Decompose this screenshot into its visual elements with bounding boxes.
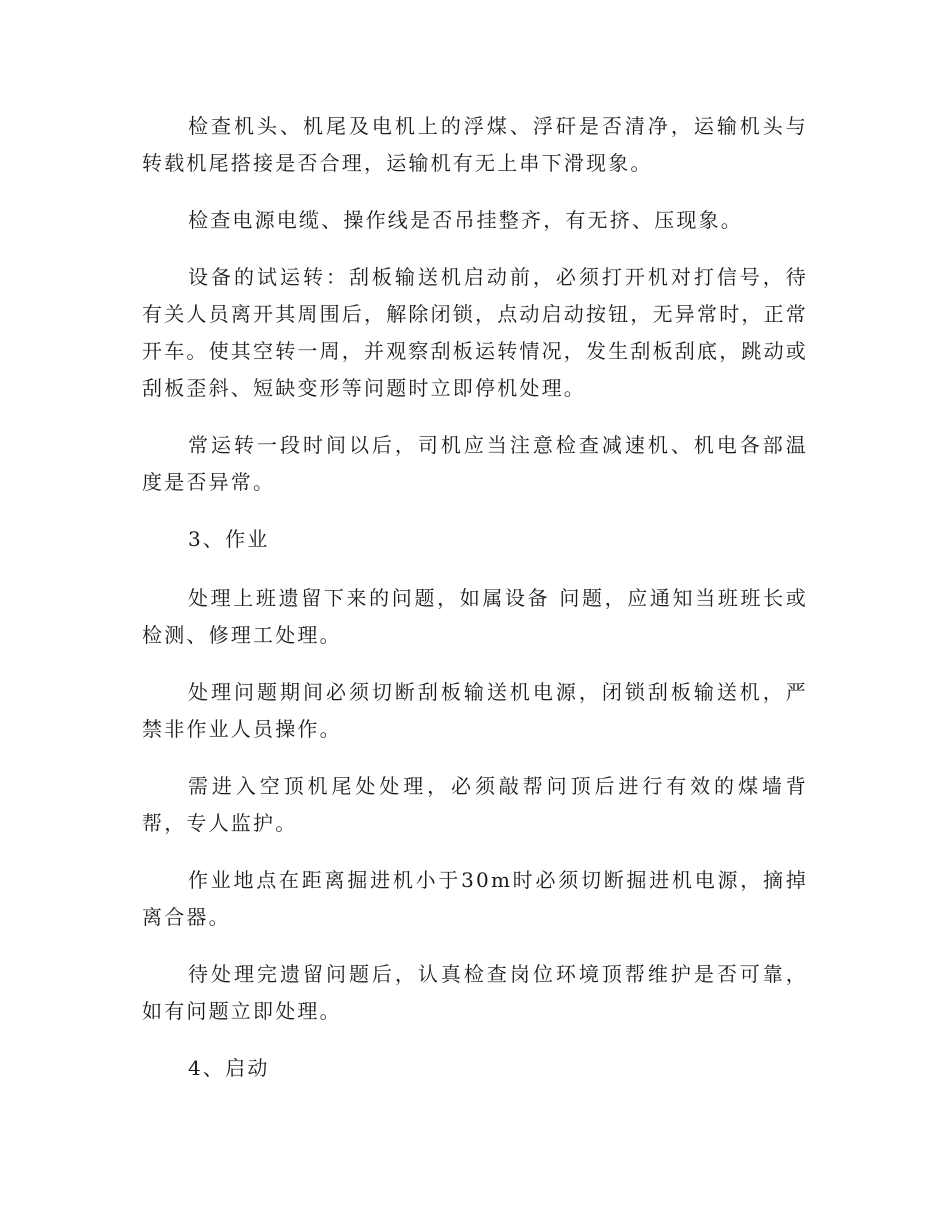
paragraph-cut-power: 处理问题期间必须切断刮板输送机电源，闭锁刮板输送机，严禁非作业人员操作。 [142, 680, 808, 741]
paragraph-empty-roof: 需进入空顶机尾处处理，必须敲帮问顶后进行有效的煤墙背帮，专人监护。 [142, 774, 808, 835]
paragraph-inspect-head-tail: 检查机头、机尾及电机上的浮煤、浮矸是否清净，运输机头与转载机尾搭接是否合理，运输机有无上串下滑现象。 [142, 114, 808, 175]
paragraph-handle-issues: 处理上班遗留下来的问题，如属设备 问题，应通知当班班长或检测、修理工处理。 [142, 586, 808, 647]
document-body [142, 108, 808, 1109]
paragraph-trial-run: 设备的试运转：刮板输送机启动前，必须打开机对打信号，待有关人员离开其周围后，解除闭锁，点动启动按钮，无异常时，正常开车。使其空转一周，并观察刮板运转情况，发生刮板刮底，跳动或刮板歪斜、短缺变形等问题时立即停机处理。 [142, 265, 808, 400]
section-heading-operation: 3、作业 [188, 527, 270, 551]
paragraph-distance-roadheader: 作业地点在距离掘进机小于30m时必须切断掘进机电源，摘掉离合器。 [142, 868, 808, 929]
paragraph-normal-operation: 常运转一段时间以后，司机应当注意检查减速机、机电各部温度是否异常。 [142, 433, 808, 494]
paragraph-check-environment: 待处理完遗留问题后，认真检查岗位环境顶帮维护是否可靠，如有问题立即处理。 [142, 962, 808, 1023]
section-heading-startup: 4、启动 [188, 1056, 270, 1080]
paragraph-inspect-cables: 检查电源电缆、操作线是否吊挂整齐，有无挤、压现象。 [188, 208, 743, 232]
